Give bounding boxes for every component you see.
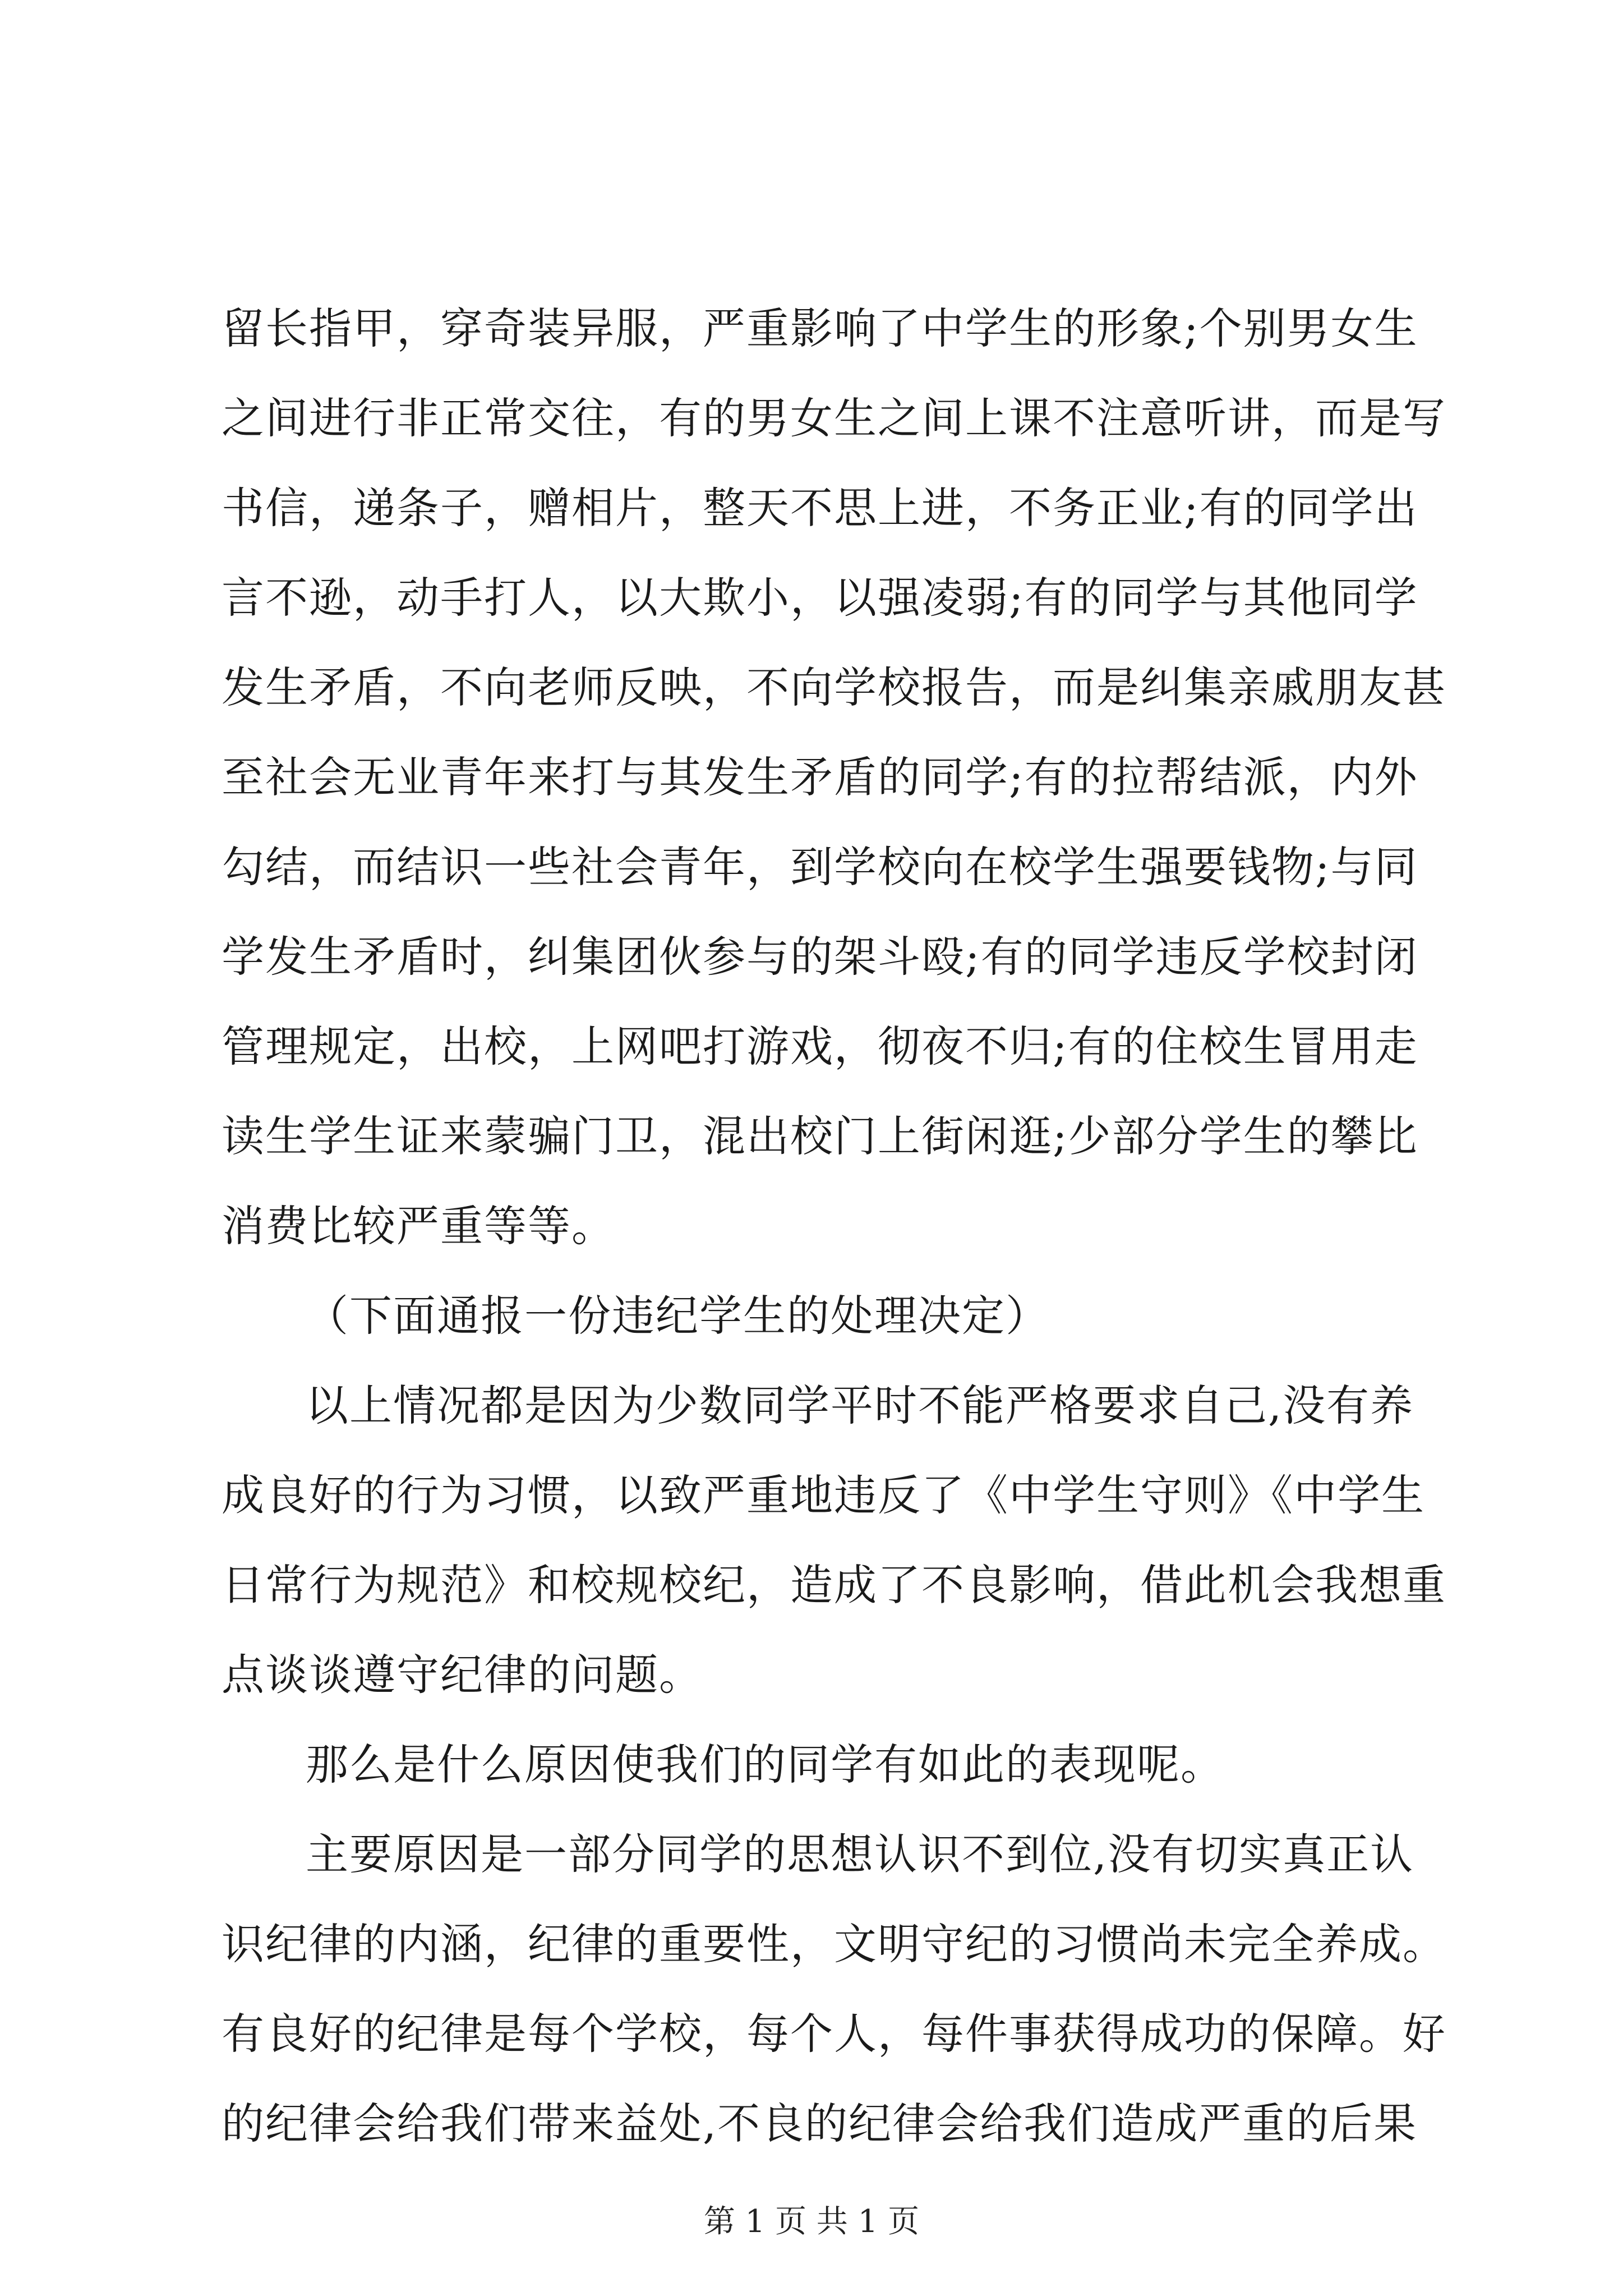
text-line: 管理规定，出校，上网吧打游戏，彻夜不归;有的住校生冒用走 bbox=[222, 1022, 1418, 1071]
text-line: 有良好的纪律是每个学校，每个人，每件事获得成功的保障。好 bbox=[222, 2009, 1446, 2059]
text-line: 主要原因是一部分同学的思想认识不到位,没有切实真正认 bbox=[306, 1829, 1414, 1879]
text-line: 之间进行非正常交往，有的男女生之间上课不注意听讲，而是写 bbox=[222, 393, 1446, 443]
text-line: 留长指甲，穿奇装异服，严重影响了中学生的形象;个别男女生 bbox=[222, 303, 1418, 353]
text-line: 那么是什么原因使我们的同学有如此的表现呢。 bbox=[306, 1740, 1224, 1789]
text-line: 日常行为规范》和校规校纪，造成了不良影响，借此机会我想重 bbox=[222, 1560, 1446, 1610]
text-line: 发生矛盾，不向老师反映，不向学校报告，而是纠集亲戚朋友甚 bbox=[222, 662, 1446, 712]
text-line: 书信，递条子，赠相片，整天不思上进，不务正业;有的同学出 bbox=[222, 483, 1418, 533]
text-line: 勾结，而结识一些社会青年，到学校向在校学生强要钱物;与同 bbox=[222, 842, 1418, 892]
text-line: （下面通报一份违纪学生的处理决定） bbox=[306, 1291, 1049, 1341]
text-line: 消费比较严重等等。 bbox=[222, 1201, 615, 1251]
text-line: 学发生矛盾时，纠集团伙参与的架斗殴;有的同学违反学校封闭 bbox=[222, 932, 1418, 982]
text-line: 的纪律会给我们带来益处,不良的纪律会给我们造成严重的后果 bbox=[222, 2099, 1418, 2148]
text-line: 读生学生证来蒙骗门卫，混出校门上街闲逛;少部分学生的攀比 bbox=[222, 1111, 1418, 1161]
text-line: 至社会无业青年来打与其发生矛盾的同学;有的拉帮结派，内外 bbox=[222, 752, 1418, 802]
text-line: 以上情况都是因为少数同学平时不能严格要求自己,没有养 bbox=[306, 1381, 1414, 1430]
page-footer: 第 1 页 共 1 页 bbox=[703, 2203, 920, 2240]
text-line: 识纪律的内涵，纪律的重要性，文明守纪的习惯尚未完全养成。 bbox=[222, 1919, 1446, 1969]
text-line: 点谈谈遵守纪律的问题。 bbox=[222, 1650, 703, 1700]
text-line: 言不逊，动手打人，以大欺小，以强凌弱;有的同学与其他同学 bbox=[222, 573, 1418, 623]
text-line: 成良好的行为习惯，以致严重地违反了《中学生守则》《中学生 bbox=[222, 1470, 1425, 1520]
